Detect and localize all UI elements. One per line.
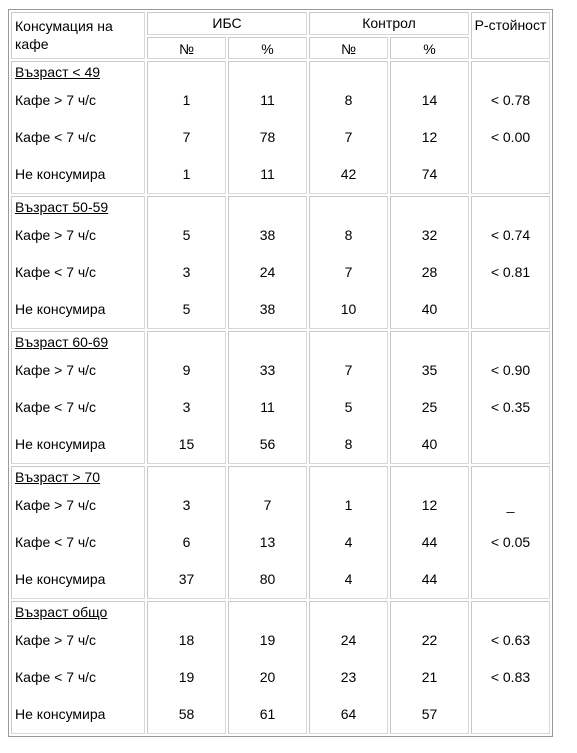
ibs-percent-cell xyxy=(228,601,307,734)
value: 3 xyxy=(182,264,191,280)
row-label: Кафе < 7 ч/с xyxy=(15,669,97,685)
row-label: Кафе < 7 ч/с xyxy=(15,264,97,280)
p-value: _ xyxy=(506,497,515,513)
value: 22 xyxy=(421,632,438,648)
value: 80 xyxy=(259,571,276,587)
value: 40 xyxy=(421,301,438,317)
row-label: Не консумира xyxy=(15,166,106,182)
group-title: Възраст 60-69 xyxy=(15,334,109,350)
value: 12 xyxy=(421,129,438,145)
group-title: Възраст > 70 xyxy=(15,469,101,485)
value: 28 xyxy=(421,264,438,280)
value: 7 xyxy=(182,129,191,145)
value: 5 xyxy=(182,227,191,243)
value: 19 xyxy=(259,632,276,648)
header-ibs-no: № xyxy=(147,37,226,59)
ibs-percent-cell xyxy=(228,466,307,599)
control-count-cell xyxy=(309,466,388,599)
row-label: Кафе < 7 ч/с xyxy=(15,129,97,145)
value: 74 xyxy=(421,166,438,182)
row-label: Не консумира xyxy=(15,706,106,722)
coffee-consumption-table xyxy=(8,9,553,737)
value: 21 xyxy=(421,669,438,685)
ibs-percent-cell xyxy=(228,331,307,464)
control-percent-cell xyxy=(390,331,469,464)
p-value-cell xyxy=(471,601,550,734)
value: 3 xyxy=(182,497,191,513)
p-value-cell xyxy=(471,61,550,194)
p-value: < 0.63 xyxy=(490,632,531,648)
p-value: < 0.00 xyxy=(490,129,531,145)
p-value-cell xyxy=(471,196,550,329)
row-label: Кафе > 7 ч/с xyxy=(15,497,97,513)
header-row-main xyxy=(11,12,550,35)
p-value: < 0.78 xyxy=(490,92,531,108)
row-label-cell xyxy=(11,601,145,734)
header-p-value: Р-стойност xyxy=(471,12,550,59)
header-control-no: № xyxy=(309,37,388,59)
ibs-count-cell xyxy=(147,466,226,599)
value: 5 xyxy=(182,301,191,317)
value: 4 xyxy=(344,571,353,587)
group-title: Възраст общо xyxy=(15,604,108,620)
group-row xyxy=(11,61,550,194)
p-value: < 0.90 xyxy=(490,362,531,378)
value: 58 xyxy=(178,706,195,722)
value: 8 xyxy=(344,92,353,108)
value: 13 xyxy=(259,534,276,550)
value: 9 xyxy=(182,362,191,378)
group-row xyxy=(11,601,550,734)
value: 11 xyxy=(260,92,275,108)
value: 23 xyxy=(340,669,357,685)
p-value xyxy=(472,696,549,733)
row-label: Кафе > 7 ч/с xyxy=(15,227,97,243)
ibs-count-cell xyxy=(147,601,226,734)
ibs-count-cell xyxy=(147,196,226,329)
value: 44 xyxy=(421,534,438,550)
p-value xyxy=(472,156,549,193)
p-value: < 0.83 xyxy=(490,669,531,685)
value: 1 xyxy=(344,497,353,513)
value: 15 xyxy=(178,436,195,452)
control-percent-cell xyxy=(390,61,469,194)
control-count-cell xyxy=(309,196,388,329)
p-value xyxy=(472,291,549,328)
ibs-percent-cell xyxy=(228,196,307,329)
value: 4 xyxy=(344,534,353,550)
value: 1 xyxy=(182,92,191,108)
value: 5 xyxy=(344,399,353,415)
p-value: < 0.74 xyxy=(490,227,531,243)
value: 11 xyxy=(260,399,275,415)
value: 64 xyxy=(340,706,357,722)
value: 7 xyxy=(344,362,353,378)
control-percent-cell xyxy=(390,196,469,329)
value: 78 xyxy=(259,129,276,145)
value: 3 xyxy=(182,399,191,415)
value: 32 xyxy=(421,227,438,243)
row-label-cell xyxy=(11,331,145,464)
value: 7 xyxy=(263,497,272,513)
control-percent-cell xyxy=(390,601,469,734)
p-value-cell xyxy=(471,331,550,464)
value: 8 xyxy=(344,436,353,452)
value: 35 xyxy=(421,362,438,378)
value: 6 xyxy=(182,534,191,550)
row-label: Кафе > 7 ч/с xyxy=(15,632,97,648)
header-ibs: ИБС xyxy=(147,12,307,35)
value: 44 xyxy=(421,571,438,587)
row-label-cell xyxy=(11,61,145,194)
value: 8 xyxy=(344,227,353,243)
value: 1 xyxy=(182,166,191,182)
header-consumption: Консумация на кафе xyxy=(11,12,145,59)
group-row xyxy=(11,466,550,599)
p-value xyxy=(472,561,549,598)
header-ibs-pct: % xyxy=(228,37,307,59)
value: 14 xyxy=(421,92,438,108)
group-row xyxy=(11,196,550,329)
row-label: Кафе > 7 ч/с xyxy=(15,362,97,378)
value: 10 xyxy=(340,301,357,317)
value: 11 xyxy=(260,166,275,182)
group-row xyxy=(11,331,550,464)
p-value: < 0.81 xyxy=(490,264,531,280)
value: 20 xyxy=(259,669,276,685)
value: 38 xyxy=(259,227,276,243)
group-title: Възраст 50-59 xyxy=(15,199,109,215)
value: 25 xyxy=(421,399,438,415)
header-control: Контрол xyxy=(309,12,469,35)
row-label-cell xyxy=(11,196,145,329)
row-label: Кафе > 7 ч/с xyxy=(15,92,97,108)
p-value-cell xyxy=(471,466,550,599)
value: 42 xyxy=(340,166,357,182)
ibs-count-cell xyxy=(147,331,226,464)
value: 57 xyxy=(421,706,438,722)
value: 18 xyxy=(178,632,195,648)
value: 38 xyxy=(259,301,276,317)
group-title: Възраст < 49 xyxy=(15,64,101,80)
p-value: < 0.05 xyxy=(490,534,531,550)
ibs-count-cell xyxy=(147,61,226,194)
value: 61 xyxy=(259,706,276,722)
p-value xyxy=(472,426,549,463)
value: 24 xyxy=(340,632,357,648)
control-percent-cell xyxy=(390,466,469,599)
value: 12 xyxy=(421,497,438,513)
value: 40 xyxy=(421,436,438,452)
row-label: Не консумира xyxy=(15,301,106,317)
row-label: Не консумира xyxy=(15,571,106,587)
value: 7 xyxy=(344,264,353,280)
value: 33 xyxy=(259,362,276,378)
value: 24 xyxy=(259,264,276,280)
row-label: Кафе < 7 ч/с xyxy=(15,399,97,415)
control-count-cell xyxy=(309,601,388,734)
header-control-pct: % xyxy=(390,37,469,59)
value: 19 xyxy=(178,669,195,685)
value: 37 xyxy=(178,571,195,587)
ibs-percent-cell xyxy=(228,61,307,194)
row-label: Кафе < 7 ч/с xyxy=(15,534,97,550)
control-count-cell xyxy=(309,61,388,194)
row-label: Не консумира xyxy=(15,436,106,452)
p-value: < 0.35 xyxy=(490,399,531,415)
value: 7 xyxy=(344,129,353,145)
control-count-cell xyxy=(309,331,388,464)
row-label-cell xyxy=(11,466,145,599)
value: 56 xyxy=(259,436,276,452)
